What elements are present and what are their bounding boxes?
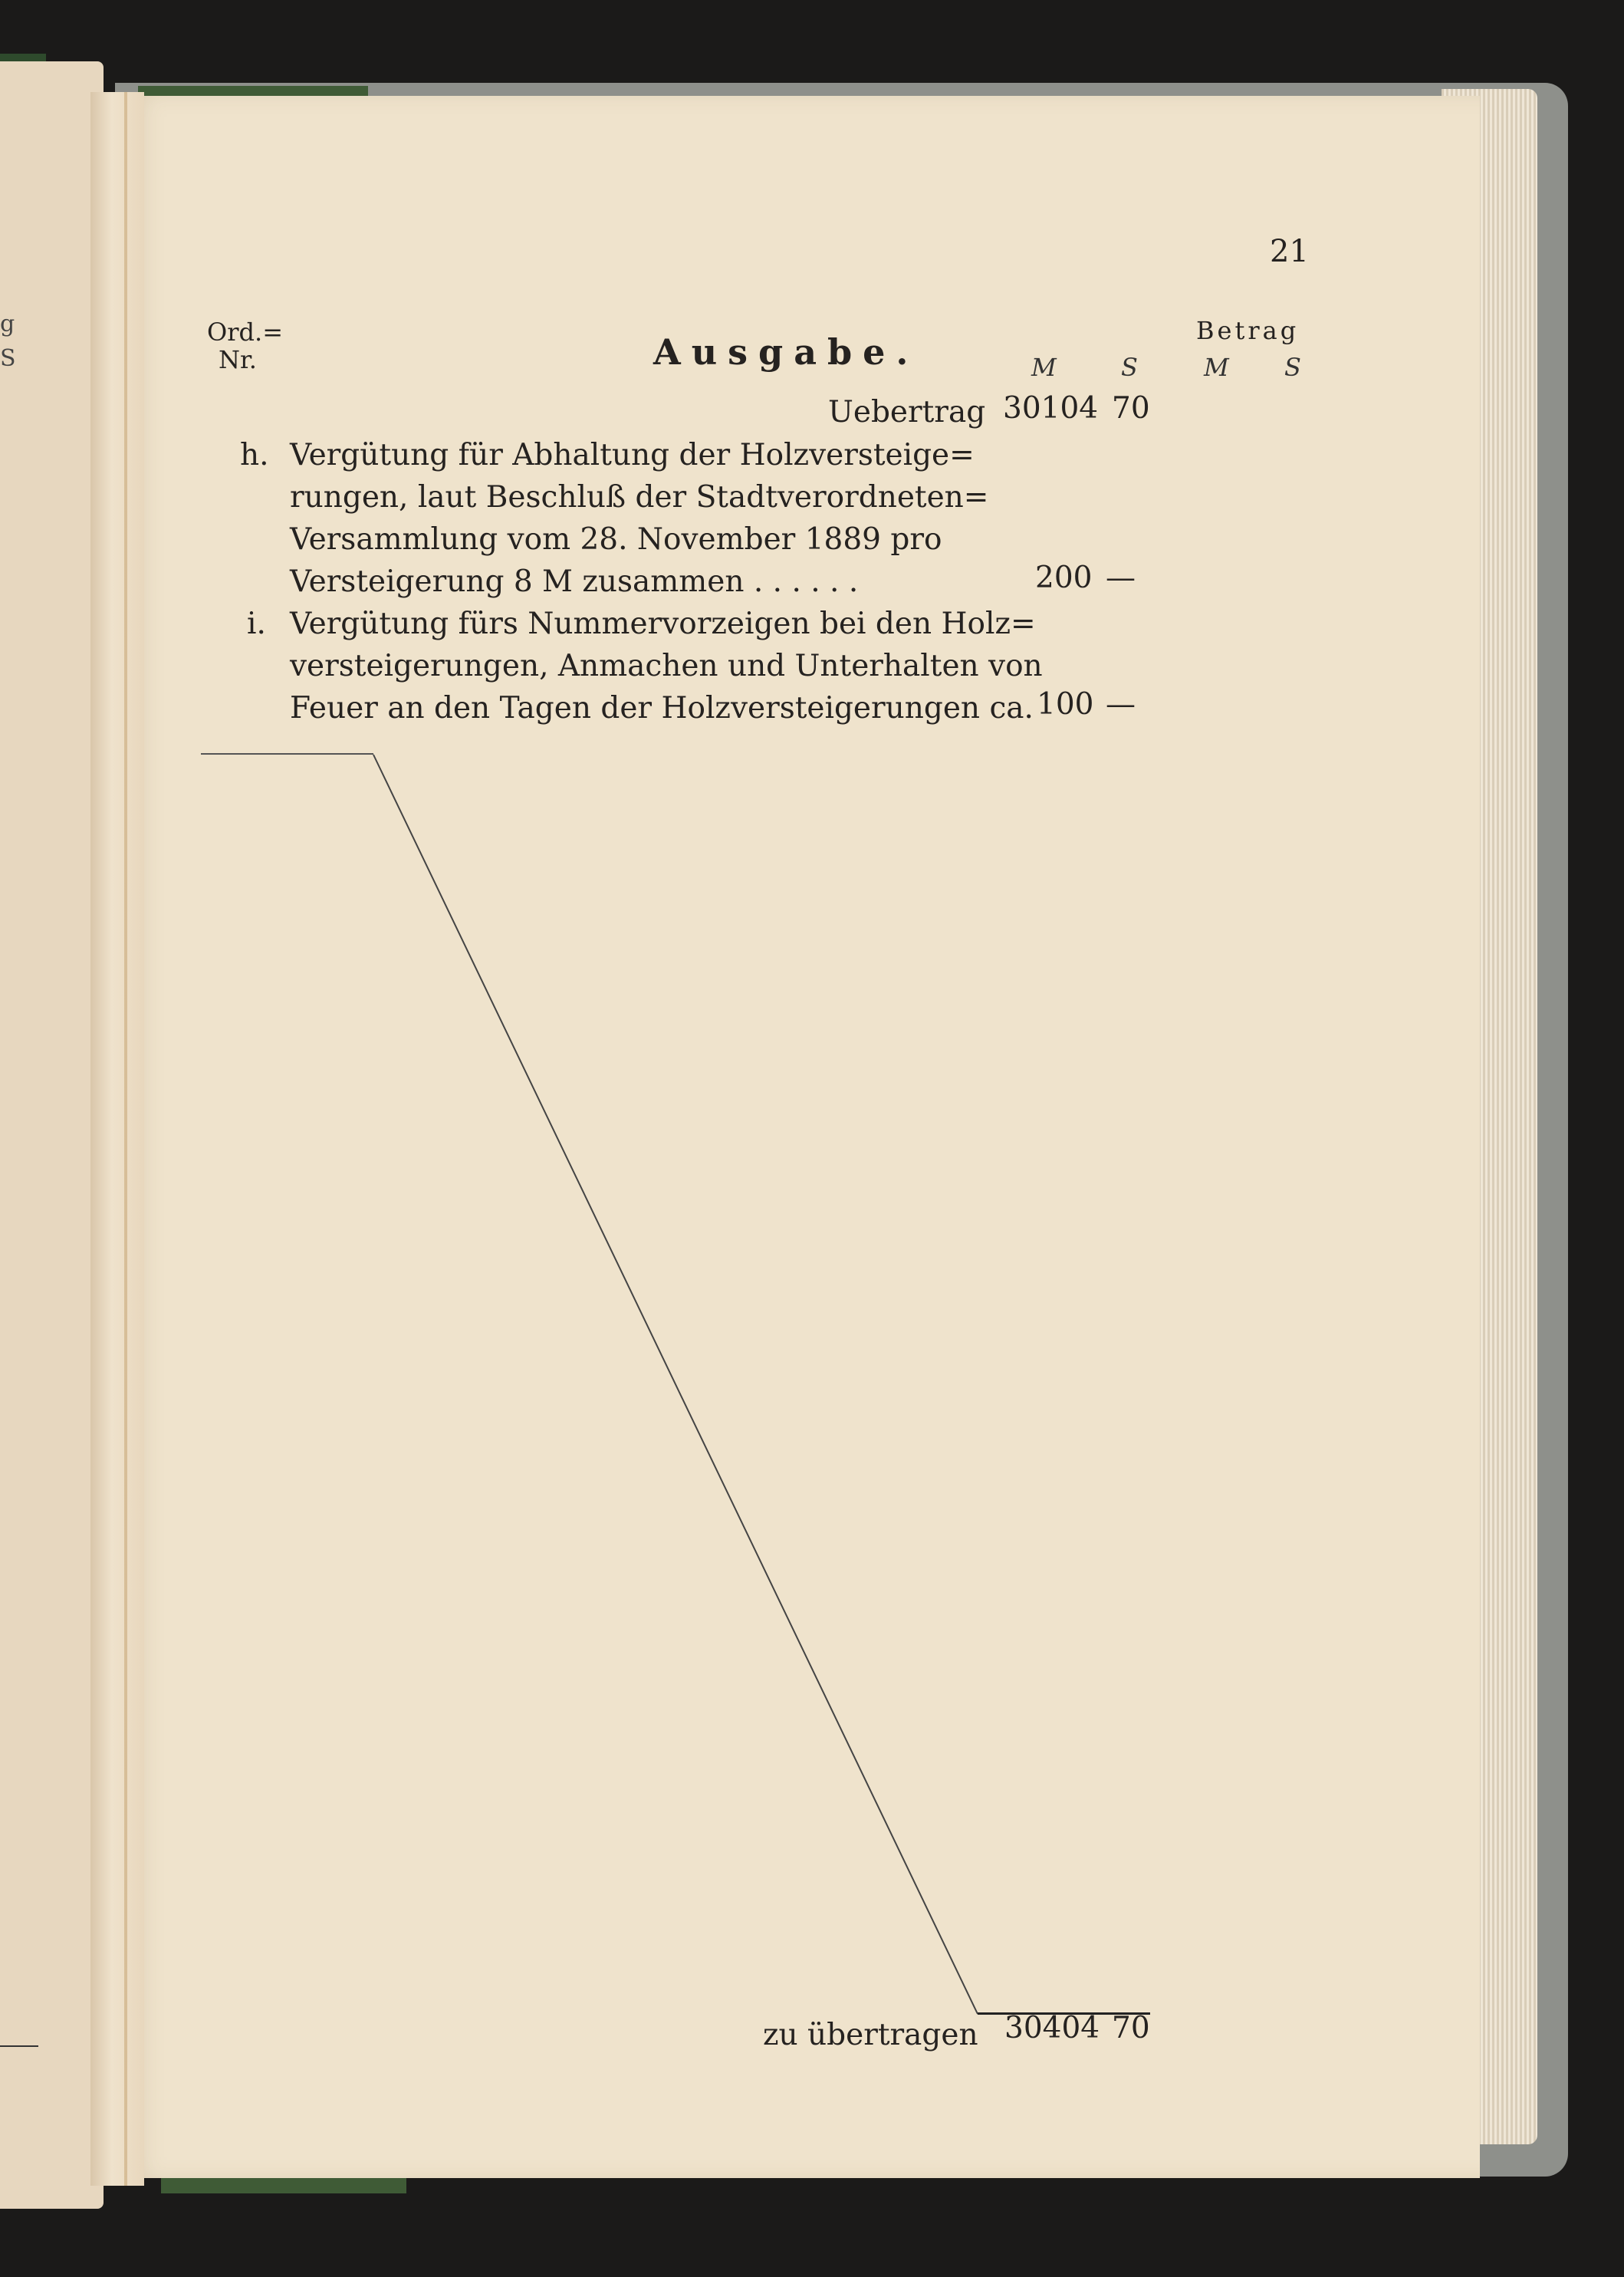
total-label: zu übertragen bbox=[763, 2018, 978, 2052]
item-amount-mark: 200 bbox=[1035, 561, 1093, 595]
unit-pfennig-symbol: S bbox=[1284, 353, 1301, 382]
item-text-line: Vergütung fürs Nummervorzeigen bei den Holz= bbox=[290, 607, 1036, 641]
page-heading: Ausgabe. bbox=[653, 331, 919, 373]
item-label: h. bbox=[240, 438, 269, 472]
left-page-letter: S bbox=[0, 345, 16, 372]
item-amount-mark: 100 bbox=[1037, 687, 1094, 722]
unit-mark-symbol: M bbox=[1031, 353, 1057, 382]
item-text-line: versteigerungen, Anmachen und Unterhalten von bbox=[290, 649, 1043, 683]
item-amount-pfennig: — bbox=[1106, 561, 1136, 595]
item-amount-pfennig: — bbox=[1106, 687, 1136, 722]
left-page-letter: g bbox=[0, 311, 15, 337]
column-header-betrag: Betrag bbox=[1196, 316, 1300, 345]
page-number: 21 bbox=[1270, 234, 1309, 269]
right-page bbox=[123, 96, 1480, 2178]
column-header-nr: Nr. bbox=[219, 345, 257, 374]
unit-pfennig-symbol: S bbox=[1121, 353, 1138, 382]
carry-over-mark: 30104 bbox=[1003, 391, 1099, 426]
item-text-line: Versammlung vom 28. November 1889 pro bbox=[290, 522, 942, 557]
unit-mark-symbol: M bbox=[1204, 353, 1229, 382]
section-rule bbox=[201, 753, 373, 755]
cloth-spine-bottom bbox=[161, 2178, 406, 2193]
gutter-line bbox=[124, 92, 127, 2186]
carry-over-label: Uebertrag bbox=[828, 395, 986, 429]
left-page-rule bbox=[0, 2045, 38, 2047]
total-mark: 30404 bbox=[1004, 2011, 1100, 2045]
total-pfennig: 70 bbox=[1112, 2011, 1150, 2045]
item-text-line: Vergütung für Abhaltung der Holzversteige= bbox=[290, 438, 975, 472]
carry-over-pfennig: 70 bbox=[1112, 391, 1150, 426]
item-text-line: Versteigerung 8 M zusammen . . . . . . bbox=[290, 564, 859, 599]
item-label: i. bbox=[247, 607, 266, 641]
column-header-ord: Ord.= bbox=[207, 318, 283, 347]
left-page bbox=[0, 61, 104, 2209]
book-gutter bbox=[90, 92, 144, 2186]
item-text-line: rungen, laut Beschluß der Stadtverordneten= bbox=[290, 480, 989, 515]
item-text-line: Feuer an den Tagen der Holzversteigerungen ca. bbox=[290, 691, 1034, 726]
